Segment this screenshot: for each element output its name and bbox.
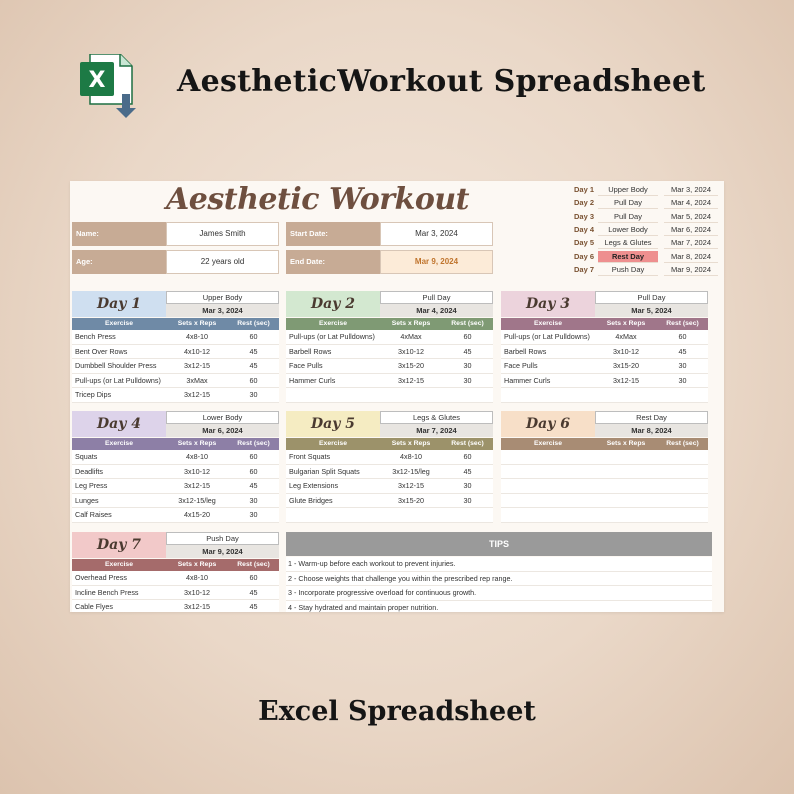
column-sets-reps: Sets x Reps [606, 440, 646, 447]
exercise-row[interactable] [286, 345, 493, 360]
exercise-row[interactable] [286, 494, 493, 509]
column-rest: Rest (sec) [666, 440, 699, 447]
exercise-name: Barbell Rows [289, 346, 332, 356]
exercise-sets: 4x8-10 [186, 452, 208, 461]
column-exercise: Exercise [319, 440, 347, 447]
exercise-rest: 60 [249, 332, 258, 341]
exercise-name: Pull-ups (or Lat Pulldowns) [504, 332, 590, 341]
day-label: Day 5 [286, 411, 380, 437]
exercise-name: Overhead Press [75, 573, 127, 582]
schedule-row [574, 211, 718, 223]
exercise-sets: 3x10-12 [184, 466, 210, 476]
exercise-name: Barbell Rows [504, 346, 547, 356]
column-rest: Rest (sec) [237, 320, 270, 327]
exercise-name: Incline Bench Press [75, 587, 139, 597]
column-header-row [501, 318, 708, 330]
sheet-title: Aesthetic Workout [166, 182, 469, 217]
schedule-day: Day 5 [574, 238, 595, 248]
exercise-row[interactable] [72, 494, 279, 509]
column-rest: Rest (sec) [451, 440, 484, 447]
exercise-row[interactable] [72, 345, 279, 360]
column-exercise: Exercise [105, 440, 133, 447]
schedule-day: Day 7 [574, 264, 595, 274]
column-header-row [501, 438, 708, 450]
schedule-day: Day 6 [574, 251, 595, 261]
start-date-label: Start Date: [286, 222, 380, 246]
column-header-row [72, 559, 279, 571]
exercise-row[interactable] [72, 479, 279, 494]
exercise-rest: 45 [678, 346, 687, 356]
column-exercise: Exercise [319, 320, 347, 327]
exercise-row[interactable] [72, 450, 279, 465]
schedule-workout[interactable]: Pull Day [598, 197, 658, 209]
column-sets-reps: Sets x Reps [606, 320, 646, 327]
exercise-name: Deadlifts [75, 466, 103, 476]
day-date: Mar 9, 2024 [166, 545, 279, 558]
name-label: Name: [72, 222, 166, 246]
end-date-label: End Date: [286, 250, 380, 274]
exercise-rest: 60 [463, 332, 472, 341]
exercise-sets: 3x12-15 [184, 390, 210, 399]
tip-item: 2 - Choose weights that challenge you within the prescribed rep range. [286, 572, 712, 587]
exercise-row[interactable] [72, 359, 279, 374]
exercise-rest: 60 [249, 573, 258, 582]
column-header-row [72, 318, 279, 330]
exercise-row[interactable] [72, 508, 279, 523]
exercise-name: Bench Press [75, 332, 116, 341]
day-workout-type[interactable]: Upper Body [166, 291, 279, 304]
tip-item: 1 - Warm-up before each workout to prevent injuries. [286, 557, 712, 572]
exercise-row[interactable] [286, 508, 493, 523]
day-card-5 [286, 411, 493, 523]
column-header-row [286, 438, 493, 450]
schedule-date[interactable]: Mar 8, 2024 [664, 251, 718, 263]
exercise-rest: 45 [249, 361, 258, 370]
exercise-row[interactable] [501, 465, 708, 480]
day-label: Day 2 [286, 291, 380, 317]
column-exercise: Exercise [534, 440, 562, 447]
schedule-day: Day 2 [574, 198, 595, 208]
day-card-2 [286, 291, 493, 403]
schedule-date[interactable]: Mar 9, 2024 [664, 264, 718, 276]
exercise-name: Hammer Curls [289, 375, 336, 385]
exercise-name: Face Pulls [504, 361, 538, 370]
day-label: Day 4 [72, 411, 166, 437]
end-date-value[interactable]: Mar 9, 2024 [380, 250, 493, 274]
exercise-sets: 4x8-10 [400, 452, 422, 461]
exercise-row[interactable] [501, 508, 708, 523]
column-rest: Rest (sec) [451, 320, 484, 327]
exercise-rest: 60 [249, 466, 258, 476]
exercise-rest: 30 [249, 495, 258, 505]
schedule-workout[interactable]: Lower Body [598, 224, 658, 236]
exercise-rest: 30 [249, 510, 258, 519]
exercise-name: Leg Extensions [289, 481, 339, 490]
exercise-row[interactable] [501, 374, 708, 389]
exercise-row[interactable] [501, 359, 708, 374]
exercise-sets: 3x12-15 [184, 481, 210, 490]
exercise-sets: 4xMax [615, 332, 637, 341]
column-exercise: Exercise [105, 320, 133, 327]
day-card-4 [72, 411, 279, 523]
exercise-name: Lunges [75, 495, 99, 505]
exercise-row[interactable] [501, 388, 708, 403]
day-workout-type[interactable]: Rest Day [595, 411, 708, 424]
exercise-name: Squats [75, 452, 98, 461]
exercise-sets: 3x12-15/leg [178, 495, 216, 505]
exercise-sets: 3x12-15 [613, 375, 639, 385]
schedule-date[interactable]: Mar 7, 2024 [664, 237, 718, 249]
schedule-date[interactable]: Mar 6, 2024 [664, 224, 718, 236]
exercise-rest: 45 [249, 346, 258, 356]
exercise-sets: 3x12-15 [184, 361, 210, 370]
exercise-rest: 30 [249, 390, 258, 399]
column-sets-reps: Sets x Reps [177, 561, 217, 568]
exercise-row[interactable] [286, 450, 493, 465]
exercise-row[interactable] [72, 571, 279, 586]
exercise-sets: 3x15-20 [398, 361, 424, 370]
day-label: Day 1 [72, 291, 166, 317]
exercise-row[interactable] [286, 465, 493, 480]
schedule-date[interactable]: Mar 3, 2024 [664, 184, 718, 196]
schedule-date[interactable]: Mar 4, 2024 [664, 197, 718, 209]
day-card-6 [501, 411, 708, 523]
exercise-rest: 30 [463, 481, 472, 490]
exercise-rest: 60 [463, 452, 472, 461]
schedule-workout[interactable]: Pull Day [598, 211, 658, 223]
exercise-row[interactable] [72, 330, 279, 345]
exercise-row[interactable] [286, 330, 493, 345]
exercise-row[interactable] [286, 388, 493, 403]
day-label: Day 7 [72, 532, 166, 558]
exercise-name: Face Pulls [289, 361, 323, 370]
tip-item: 3 - Incorporate progressive overload for continuous growth. [286, 586, 712, 601]
day-card-7 [72, 532, 279, 612]
exercise-name: Cable Flyes [75, 602, 113, 611]
workout-sheet [70, 181, 724, 612]
schedule-row [574, 224, 718, 236]
day-workout-type[interactable]: Legs & Glutes [380, 411, 493, 424]
exercise-name: Calf Raises [75, 510, 112, 519]
exercise-sets: 3x12-15 [398, 481, 424, 490]
day-label: Day 3 [501, 291, 595, 317]
column-exercise: Exercise [105, 561, 133, 568]
exercise-name: Front Squats [289, 452, 331, 461]
exercise-rest: 30 [463, 375, 472, 385]
exercise-row[interactable] [501, 345, 708, 360]
day-date: Mar 3, 2024 [166, 304, 279, 317]
schedule-row [574, 264, 718, 276]
exercise-name: Bent Over Rows [75, 346, 128, 356]
day-date: Mar 5, 2024 [595, 304, 708, 317]
exercise-rest: 30 [463, 495, 472, 505]
exercise-row[interactable] [286, 479, 493, 494]
exercise-rest: 45 [249, 481, 258, 490]
exercise-row[interactable] [72, 388, 279, 403]
exercise-sets: 3x10-12 [613, 346, 639, 356]
day-date: Mar 7, 2024 [380, 424, 493, 437]
start-date-value[interactable]: Mar 3, 2024 [380, 222, 493, 246]
exercise-sets: 4x8-10 [186, 332, 208, 341]
page-subtitle: Excel Spreadsheet [258, 696, 536, 727]
exercise-rest: 30 [678, 375, 687, 385]
exercise-rest: 45 [463, 466, 472, 476]
day-date: Mar 4, 2024 [380, 304, 493, 317]
exercise-name: Glute Bridges [289, 495, 333, 505]
exercise-row[interactable] [286, 374, 493, 389]
exercise-row[interactable] [72, 465, 279, 480]
schedule-day: Day 1 [574, 185, 595, 194]
exercise-sets: 3x12-15/leg [392, 466, 430, 476]
exercise-row[interactable] [501, 450, 708, 465]
exercise-row[interactable] [72, 586, 279, 601]
exercise-sets: 3xMax [186, 375, 208, 385]
exercise-rest: 30 [463, 361, 472, 370]
schedule-date[interactable]: Mar 5, 2024 [664, 211, 718, 223]
exercise-name: Dumbbell Shoulder Press [75, 361, 157, 370]
column-exercise: Exercise [534, 320, 562, 327]
day-workout-type[interactable]: Pull Day [380, 291, 493, 304]
exercise-rest: 60 [249, 375, 258, 385]
exercise-sets: 3x10-12 [184, 587, 210, 597]
schedule-workout[interactable]: Push Day [598, 264, 658, 276]
exercise-rest: 45 [463, 346, 472, 356]
tip-item: 4 - Stay hydrated and maintain proper nutrition. [286, 601, 712, 613]
exercise-sets: 3x12-15 [184, 602, 210, 611]
exercise-sets: 4xMax [400, 332, 422, 341]
day-date: Mar 6, 2024 [166, 424, 279, 437]
exercise-rest: 45 [249, 587, 258, 597]
tips-title: TIPS [286, 532, 712, 556]
day-label: Day 6 [501, 411, 595, 437]
exercise-sets: 3x15-20 [613, 361, 639, 370]
column-sets-reps: Sets x Reps [177, 320, 217, 327]
exercise-sets: 4x8-10 [186, 573, 208, 582]
exercise-row[interactable] [501, 330, 708, 345]
exercise-name: Pull-ups (or Lat Pulldowns) [289, 332, 375, 341]
schedule-workout[interactable]: Upper Body [598, 184, 658, 196]
schedule-row [574, 184, 718, 196]
day-workout-type[interactable]: Lower Body [166, 411, 279, 424]
schedule-workout[interactable]: Legs & Glutes [598, 237, 658, 249]
excel-icon [80, 54, 138, 120]
name-value[interactable]: James Smith [166, 222, 279, 246]
schedule-row [574, 197, 718, 209]
age-value[interactable]: 22 years old [166, 250, 279, 274]
exercise-sets: 3x15-20 [398, 495, 424, 505]
age-label: Age: [72, 250, 166, 274]
exercise-name: Leg Press [75, 481, 108, 490]
exercise-rest: 60 [249, 452, 258, 461]
column-header-row [286, 318, 493, 330]
day-workout-type[interactable]: Push Day [166, 532, 279, 545]
exercise-sets: 3x10-12 [398, 346, 424, 356]
exercise-name: Hammer Curls [504, 375, 551, 385]
exercise-row[interactable] [501, 479, 708, 494]
exercise-row[interactable] [72, 600, 279, 612]
exercise-name: Pull-ups (or Lat Pulldowns) [75, 375, 161, 385]
schedule-row [574, 237, 718, 249]
exercise-sets: 4x15-20 [184, 510, 210, 519]
day-date: Mar 8, 2024 [595, 424, 708, 437]
schedule-day: Day 3 [574, 211, 595, 221]
svg-text:X: X [88, 68, 106, 93]
day-card-3 [501, 291, 708, 403]
exercise-rest: 45 [249, 602, 258, 611]
schedule-row [574, 251, 718, 263]
exercise-name: Tricep Dips [75, 390, 112, 399]
schedule-day: Day 4 [574, 224, 595, 234]
exercise-sets: 4x10-12 [184, 346, 210, 356]
day-card-1 [72, 291, 279, 403]
exercise-row[interactable] [286, 359, 493, 374]
exercise-rest: 60 [678, 332, 687, 341]
column-rest: Rest (sec) [237, 561, 270, 568]
day-workout-type[interactable]: Pull Day [595, 291, 708, 304]
exercise-row[interactable] [72, 374, 279, 389]
column-header-row [72, 438, 279, 450]
column-rest: Rest (sec) [237, 440, 270, 447]
page-title: AestheticWorkout Spreadsheet [177, 64, 706, 99]
column-rest: Rest (sec) [666, 320, 699, 327]
column-sets-reps: Sets x Reps [391, 440, 431, 447]
column-sets-reps: Sets x Reps [391, 320, 431, 327]
column-sets-reps: Sets x Reps [177, 440, 217, 447]
schedule-workout[interactable]: Rest Day [598, 251, 658, 263]
exercise-row[interactable] [501, 494, 708, 509]
exercise-rest: 30 [678, 361, 687, 370]
exercise-name: Bulgarian Split Squats [289, 466, 360, 476]
exercise-sets: 3x12-15 [398, 375, 424, 385]
